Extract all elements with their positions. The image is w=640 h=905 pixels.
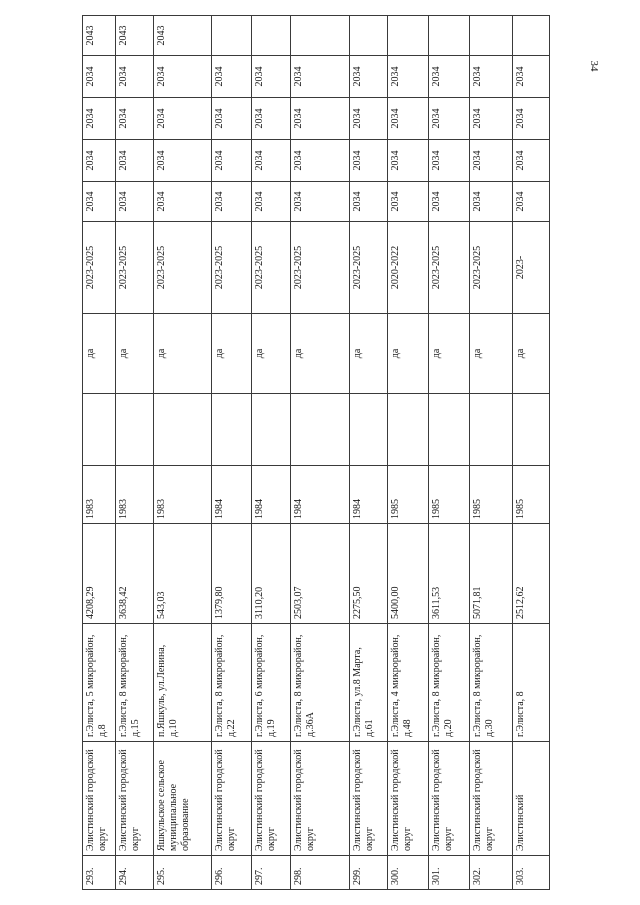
yes-cell: да — [83, 314, 116, 394]
year-5-cell — [291, 16, 350, 56]
year-3-cell: 2034 — [154, 98, 212, 140]
row-number: 294. — [116, 856, 154, 890]
period-cell: 2023-2025 — [252, 222, 291, 314]
year-cell: 1983 — [154, 466, 212, 524]
row-number: 303. — [513, 856, 550, 890]
row-number: 296. — [212, 856, 252, 890]
year-4-cell: 2034 — [212, 56, 252, 98]
year-5-cell — [252, 16, 291, 56]
empty-cell — [388, 394, 429, 466]
municipality-cell: Элистинский городской округ — [470, 742, 513, 856]
municipality-cell: Элистинский городской округ — [291, 742, 350, 856]
year-1-cell: 2034 — [429, 182, 470, 222]
table-row — [291, 16, 350, 890]
year-1-cell: 2034 — [212, 182, 252, 222]
row-number: 299. — [350, 856, 388, 890]
address-cell: г.Элиста, 4 микрорайон, д.48 — [388, 624, 429, 742]
table-row — [154, 16, 212, 890]
period-cell: 2023- — [513, 222, 550, 314]
period-cell: 2023-2025 — [83, 222, 116, 314]
year-4-cell: 2034 — [252, 56, 291, 98]
period-cell: 2020-2022 — [388, 222, 429, 314]
year-1-cell: 2034 — [513, 182, 550, 222]
address-cell: г.Элиста, 8 микрорайон, д.15 — [116, 624, 154, 742]
year-2-cell: 2034 — [252, 140, 291, 182]
year-5-cell — [429, 16, 470, 56]
year-4-cell: 2034 — [154, 56, 212, 98]
year-2-cell: 2034 — [154, 140, 212, 182]
year-5-cell: 2043 — [116, 16, 154, 56]
municipality-cell: Элистинский городской округ — [388, 742, 429, 856]
year-2-cell: 2034 — [291, 140, 350, 182]
year-cell: 1985 — [388, 466, 429, 524]
empty-cell — [83, 394, 116, 466]
year-2-cell: 2034 — [116, 140, 154, 182]
table-row — [116, 16, 154, 890]
area-cell: 2512,62 — [513, 524, 550, 624]
year-1-cell: 2034 — [154, 182, 212, 222]
empty-cell — [429, 394, 470, 466]
year-3-cell: 2034 — [212, 98, 252, 140]
address-cell: г.Элиста, 8 микрорайон, д.22 — [212, 624, 252, 742]
period-cell: 2023-2025 — [154, 222, 212, 314]
yes-cell: да — [212, 314, 252, 394]
row-number: 302. — [470, 856, 513, 890]
year-1-cell: 2034 — [291, 182, 350, 222]
year-cell: 1984 — [291, 466, 350, 524]
year-cell: 1985 — [429, 466, 470, 524]
municipality-cell: Элистинский городской округ — [212, 742, 252, 856]
row-number: 293. — [83, 856, 116, 890]
year-4-cell: 2034 — [388, 56, 429, 98]
year-4-cell: 2034 — [513, 56, 550, 98]
row-number: 295. — [154, 856, 212, 890]
empty-cell — [513, 394, 550, 466]
table-row — [513, 16, 550, 890]
table-row — [350, 16, 388, 890]
period-cell: 2023-2025 — [429, 222, 470, 314]
year-5-cell — [212, 16, 252, 56]
address-cell: п.Яшкуль, ул.Ленина, д.10 — [154, 624, 212, 742]
row-number: 297. — [252, 856, 291, 890]
year-5-cell: 2043 — [154, 16, 212, 56]
year-2-cell: 2034 — [212, 140, 252, 182]
year-5-cell — [388, 16, 429, 56]
document-page — [82, 25, 570, 890]
year-1-cell: 2034 — [350, 182, 388, 222]
municipality-cell: Яшкульское сельское муниципальное образование — [154, 742, 212, 856]
area-cell: 3638,42 — [116, 524, 154, 624]
register-table-body — [83, 16, 550, 890]
yes-cell: да — [154, 314, 212, 394]
table-row — [470, 16, 513, 890]
page-number: 34 — [588, 60, 600, 72]
year-3-cell: 2034 — [83, 98, 116, 140]
year-3-cell: 2034 — [291, 98, 350, 140]
yes-cell: да — [513, 314, 550, 394]
year-cell: 1985 — [513, 466, 550, 524]
year-5-cell — [350, 16, 388, 56]
yes-cell: да — [350, 314, 388, 394]
empty-cell — [470, 394, 513, 466]
empty-cell — [291, 394, 350, 466]
area-cell: 2503,07 — [291, 524, 350, 624]
year-4-cell: 2034 — [429, 56, 470, 98]
address-cell: г.Элиста, 8 микрорайон, д.36А — [291, 624, 350, 742]
yes-cell: да — [291, 314, 350, 394]
year-3-cell: 2034 — [470, 98, 513, 140]
address-cell: г.Элиста, 6 микрорайон, д.19 — [252, 624, 291, 742]
area-cell: 1379,80 — [212, 524, 252, 624]
year-2-cell: 2034 — [388, 140, 429, 182]
period-cell: 2023-2025 — [470, 222, 513, 314]
year-1-cell: 2034 — [388, 182, 429, 222]
table-row — [388, 16, 429, 890]
year-4-cell: 2034 — [116, 56, 154, 98]
year-5-cell — [470, 16, 513, 56]
year-1-cell: 2034 — [252, 182, 291, 222]
municipality-cell: Элистинский городской округ — [252, 742, 291, 856]
yes-cell: да — [470, 314, 513, 394]
yes-cell: да — [116, 314, 154, 394]
period-cell: 2023-2025 — [116, 222, 154, 314]
area-cell: 4208,29 — [83, 524, 116, 624]
address-cell: г.Элиста, 5 микрорайон, д.8 — [83, 624, 116, 742]
table-row — [212, 16, 252, 890]
municipality-cell: Элистинский городской округ — [83, 742, 116, 856]
year-3-cell: 2034 — [116, 98, 154, 140]
area-cell: 543,03 — [154, 524, 212, 624]
year-cell: 1985 — [470, 466, 513, 524]
municipality-cell: Элистинский городской округ — [350, 742, 388, 856]
yes-cell: да — [388, 314, 429, 394]
address-cell: г.Элиста, 8 микрорайон, д.30 — [470, 624, 513, 742]
row-number: 301. — [429, 856, 470, 890]
address-cell: г.Элиста, 8 — [513, 624, 550, 742]
yes-cell: да — [429, 314, 470, 394]
empty-cell — [350, 394, 388, 466]
year-1-cell: 2034 — [470, 182, 513, 222]
row-number: 300. — [388, 856, 429, 890]
register-table — [82, 15, 550, 890]
empty-cell — [212, 394, 252, 466]
year-3-cell: 2034 — [429, 98, 470, 140]
year-2-cell: 2034 — [470, 140, 513, 182]
empty-cell — [116, 394, 154, 466]
row-number: 298. — [291, 856, 350, 890]
year-5-cell — [513, 16, 550, 56]
year-3-cell: 2034 — [252, 98, 291, 140]
year-cell: 1983 — [83, 466, 116, 524]
empty-cell — [154, 394, 212, 466]
year-3-cell: 2034 — [513, 98, 550, 140]
year-4-cell: 2034 — [83, 56, 116, 98]
area-cell: 5071,81 — [470, 524, 513, 624]
table-row — [252, 16, 291, 890]
area-cell: 2275,50 — [350, 524, 388, 624]
municipality-cell: Элистинский городской округ — [429, 742, 470, 856]
area-cell: 5400,00 — [388, 524, 429, 624]
yes-cell: да — [252, 314, 291, 394]
year-4-cell: 2034 — [350, 56, 388, 98]
year-cell: 1983 — [116, 466, 154, 524]
municipality-cell: Элистинский городской округ — [116, 742, 154, 856]
year-3-cell: 2034 — [388, 98, 429, 140]
area-cell: 3611,53 — [429, 524, 470, 624]
period-cell: 2023-2025 — [212, 222, 252, 314]
year-2-cell: 2034 — [83, 140, 116, 182]
year-cell: 1984 — [350, 466, 388, 524]
year-2-cell: 2034 — [350, 140, 388, 182]
period-cell: 2023-2025 — [291, 222, 350, 314]
period-cell: 2023-2025 — [350, 222, 388, 314]
year-3-cell: 2034 — [350, 98, 388, 140]
table-row — [83, 16, 116, 890]
table-row — [429, 16, 470, 890]
area-cell: 3110,20 — [252, 524, 291, 624]
year-1-cell: 2034 — [116, 182, 154, 222]
year-2-cell: 2034 — [429, 140, 470, 182]
year-cell: 1984 — [252, 466, 291, 524]
year-1-cell: 2034 — [83, 182, 116, 222]
year-4-cell: 2034 — [470, 56, 513, 98]
register-table-container — [82, 25, 570, 890]
year-cell: 1984 — [212, 466, 252, 524]
address-cell: г.Элиста, 8 микрорайон, д.20 — [429, 624, 470, 742]
year-4-cell: 2034 — [291, 56, 350, 98]
municipality-cell: Элистинский — [513, 742, 550, 856]
address-cell: г.Элиста, ул.8 Марта, д.61 — [350, 624, 388, 742]
empty-cell — [252, 394, 291, 466]
year-5-cell: 2043 — [83, 16, 116, 56]
year-2-cell: 2034 — [513, 140, 550, 182]
